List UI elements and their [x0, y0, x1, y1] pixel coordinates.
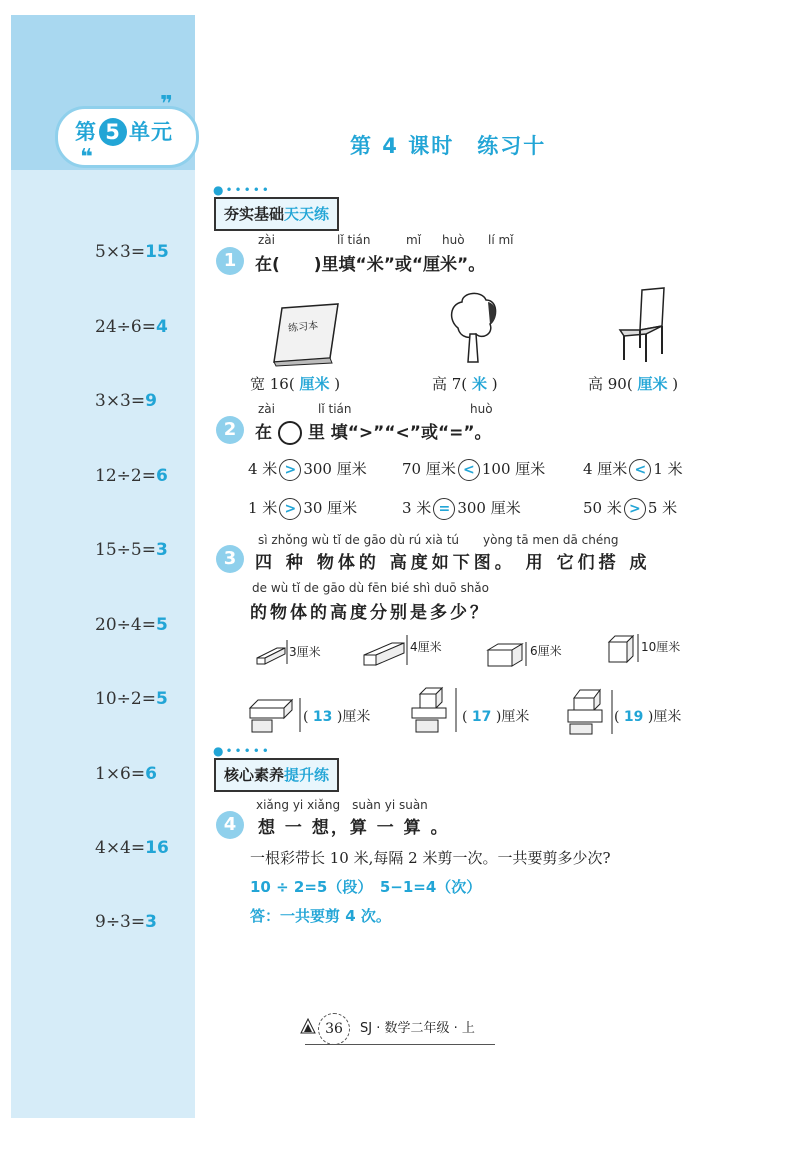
question-number: 2	[216, 416, 244, 444]
q3-answer: ( 19 )厘米	[614, 709, 682, 725]
unit-pre: 第	[75, 120, 97, 144]
block-label: 3厘米	[289, 645, 321, 659]
q3-answer: ( 13 )厘米	[303, 709, 371, 725]
block-3cm	[255, 638, 289, 668]
calc-item: 12÷2=6	[95, 466, 168, 486]
quote-icon: ❞	[160, 92, 173, 117]
question-text: 的物体的高度分别是多少？	[250, 603, 490, 623]
unit-label	[75, 116, 173, 146]
problem-text: 一根彩带长 10 米,每隔 2 米剪一次。一共要剪多少次?	[250, 849, 611, 867]
block-label: 6厘米	[530, 644, 562, 658]
stacked-blocks-2	[408, 686, 462, 738]
compare-item: 3 米 = 300 厘米	[402, 497, 521, 520]
calc-item: 9÷3=3	[95, 912, 157, 932]
block-label: 4厘米	[410, 640, 442, 654]
dots-decoration: ●•••••	[213, 183, 271, 197]
section-banner-core: 核心素养提升练	[214, 758, 339, 792]
section-banner-basic: 夯实基础天天练	[214, 197, 339, 231]
notebook-icon	[272, 300, 344, 366]
lesson-title: 第 4 课时 练习十	[350, 134, 547, 158]
question-number: 4	[216, 811, 244, 839]
quote-icon: ❝	[80, 145, 93, 170]
pinyin: sì zhǒng wù tǐ de gāo dù rú xià tú yòng tā men dā chéng	[258, 533, 619, 547]
q1-item: 宽 16( 厘米 )	[250, 375, 341, 393]
calc-item: 3×3=9	[95, 391, 157, 411]
pinyin: lí mǐ	[488, 233, 514, 247]
sidebar	[11, 15, 195, 1118]
chair-icon	[618, 286, 670, 364]
calc-item: 15÷5=3	[95, 540, 168, 560]
compare-item: 50 米 > 5 米	[583, 497, 677, 520]
calc-item: 1×6=6	[95, 764, 157, 784]
question-text: 想 一 想，算 一 算 。	[258, 818, 450, 838]
compare-item: 70 厘米 < 100 厘米	[402, 458, 545, 481]
question-number: 3	[216, 545, 244, 573]
block-6cm	[486, 636, 530, 670]
pinyin: huò	[442, 233, 465, 247]
footer-rule	[305, 1044, 495, 1045]
answer-line: 答：一共要剪 4 次。	[250, 907, 391, 925]
block-4cm	[362, 635, 410, 669]
block-10cm	[607, 632, 643, 666]
pinyin: zài	[258, 233, 275, 247]
calc-item: 10÷2=5	[95, 689, 168, 709]
unit-number: 5	[99, 118, 127, 146]
calc-item: 20÷4=5	[95, 615, 168, 635]
pinyin: lǐ tián	[318, 402, 352, 416]
compare-item: 4 米 > 300 厘米	[248, 458, 367, 481]
block-label: 10厘米	[641, 640, 681, 654]
calc-item: 4×4=16	[95, 838, 169, 858]
pinyin: huò	[470, 402, 493, 416]
stacked-blocks-3	[566, 686, 620, 740]
question-text: 在 里 填“>”“<”或“=”。	[255, 423, 492, 443]
pinyin: lǐ tián	[337, 233, 371, 247]
tree-icon	[448, 290, 498, 364]
dots-decoration: ●•••••	[213, 744, 271, 758]
circle-icon	[278, 421, 302, 445]
pinyin: de wù tǐ de gāo dù fēn bié shì duō shǎo	[252, 581, 489, 595]
question-text: 在( )里填“米”或“厘米”。	[255, 255, 486, 275]
q1-item: 高 7( 米 )	[432, 375, 498, 393]
pinyin: zài	[258, 402, 275, 416]
stacked-blocks-1	[248, 690, 304, 736]
compare-item: 1 米 > 30 厘米	[248, 497, 357, 520]
question-number: 1	[216, 247, 244, 275]
question-text: 四 种 物体的 高度如下图。 用 它们搭 成	[255, 553, 651, 573]
q3-answer: ( 17 )厘米	[462, 709, 530, 725]
calc-item: 5×3=15	[95, 242, 169, 262]
calc-item: 24÷6=4	[95, 317, 168, 337]
pinyin: xiǎng yi xiǎng suàn yi suàn	[256, 798, 428, 812]
pinyin: mǐ	[406, 233, 422, 247]
unit-post: 单元	[129, 120, 173, 144]
page-number: 36	[318, 1013, 350, 1045]
compare-item: 4 厘米 < 1 米	[583, 458, 683, 481]
notebook-label: 练习本	[287, 320, 319, 335]
footer-text: SJ · 数学二年级 · 上	[360, 1021, 475, 1036]
triangle-icon	[300, 1018, 316, 1034]
q1-item: 高 90( 厘米 )	[588, 375, 679, 393]
solution-line: 10 ÷ 2=5（段） 5−1=4（次）	[250, 878, 482, 896]
